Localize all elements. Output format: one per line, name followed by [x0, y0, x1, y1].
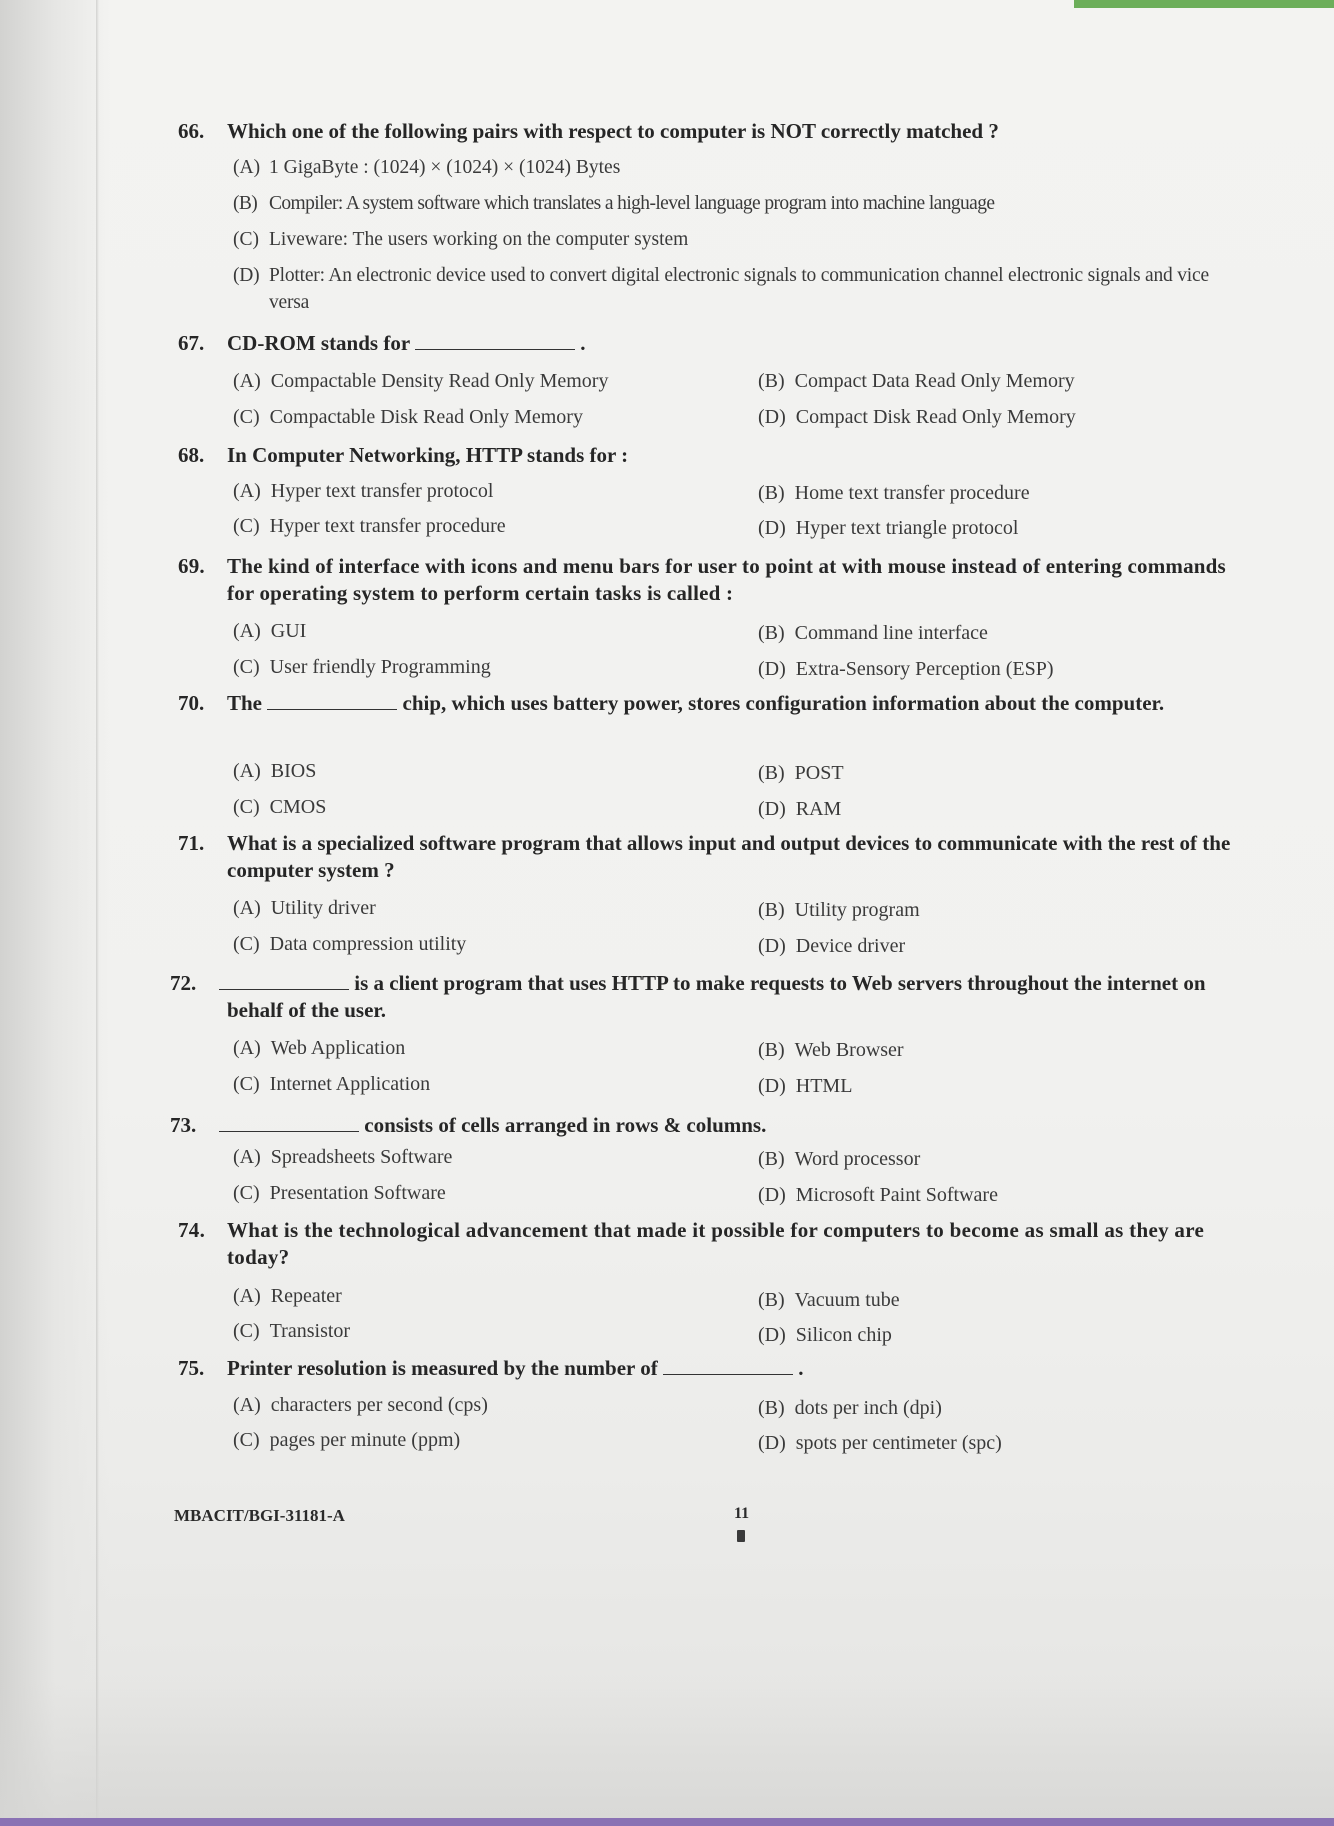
option-text: Data compression utility: [269, 933, 467, 955]
option-text: Presentation Software: [269, 1182, 446, 1204]
question-number: 70.: [178, 691, 205, 715]
option-label: (A): [233, 620, 261, 642]
option-text: Hyper text transfer protocol: [270, 480, 494, 502]
option-text: Microsoft Paint Software: [795, 1184, 998, 1206]
page-number: 11: [734, 1505, 750, 1522]
option-text: Word processor: [794, 1148, 921, 1170]
question-75: [178, 1355, 1238, 1454]
option-text: 1 GigaByte : (1024) × (1024) × (1024) Bytes: [269, 157, 621, 178]
option-label: (D): [758, 517, 786, 539]
option-text: HTML: [795, 1075, 853, 1097]
option-text: Command line interface: [794, 622, 988, 644]
option-label: (A): [233, 480, 261, 502]
option-label: (C): [233, 1320, 260, 1342]
option-label: (D): [758, 406, 786, 428]
question-stem: [178, 830, 1238, 884]
question-number: 66.: [178, 119, 205, 143]
question-stem: [170, 1112, 1238, 1139]
question-70: [178, 690, 1238, 820]
option-d: [758, 1322, 892, 1348]
option-label: (C): [233, 406, 260, 428]
option-text: Compactable Density Read Only Memory: [270, 370, 609, 392]
option-text: User friendly Programming: [269, 656, 491, 678]
option-d: [758, 1182, 998, 1208]
option-label: (D): [758, 658, 786, 680]
question-71: [178, 830, 1238, 957]
option-text: POST: [794, 762, 844, 784]
question-text: Which one of the following pairs with respect to computer is NOT correctly matched ?: [227, 119, 999, 143]
option-label: (A): [233, 157, 261, 178]
answer-blank: [219, 971, 349, 990]
question-stem: [170, 970, 1238, 1024]
option-label: (C): [233, 656, 260, 678]
question-text-end: .: [580, 331, 586, 355]
option-label: (A): [233, 1394, 261, 1416]
question-number: 72.: [170, 971, 197, 995]
answer-blank: [267, 691, 397, 710]
option-label: (C): [233, 1073, 260, 1095]
option-a: [233, 1392, 488, 1418]
option-label: (D): [758, 1184, 786, 1206]
bottom-shading: [0, 1680, 1334, 1820]
option-b: [758, 368, 1075, 394]
option-a: [233, 368, 608, 394]
option-label: (B): [758, 1039, 785, 1061]
option-a: [233, 895, 376, 921]
option-label: (D): [758, 1075, 786, 1097]
option-label: (A): [233, 760, 261, 782]
option-text: spots per centimeter (spc): [795, 1432, 1002, 1454]
option-label: (D): [758, 1324, 786, 1346]
option-text: GUI: [270, 620, 307, 642]
option-text: Web Application: [270, 1037, 406, 1059]
question-72: [170, 970, 1238, 1097]
question-number: 68.: [178, 443, 205, 467]
option-b: [758, 480, 1030, 506]
option-label: (A): [233, 1037, 261, 1059]
option-text: RAM: [795, 798, 842, 820]
option-label: (A): [233, 1146, 261, 1168]
question-text: In Computer Networking, HTTP stands for :: [227, 443, 629, 467]
option-text: Utility program: [794, 899, 920, 921]
option-a: [233, 758, 316, 784]
option-text: characters per second (cps): [270, 1394, 488, 1416]
question-69: [178, 553, 1238, 680]
option-text: Repeater: [270, 1285, 342, 1307]
option-label: (C): [233, 1182, 260, 1204]
option-text: Compiler: A system software which translates a high-level language program into machine language: [269, 193, 995, 214]
question-text: What is the technological advancement that made it possible for computers to become as small as they are today?: [227, 1218, 1205, 1269]
option-text: Home text transfer procedure: [794, 482, 1030, 504]
option-label: (A): [233, 370, 261, 392]
question-text: The kind of interface with icons and menu bars for user to point at with mouse instead of entering commands for operating system to perform certain tasks is called :: [227, 554, 1226, 605]
page-mark: [737, 1530, 745, 1542]
option-d: [233, 262, 1238, 316]
question-74: [178, 1217, 1238, 1346]
question-stem: [178, 1217, 1238, 1271]
option-text: Vacuum tube: [794, 1289, 900, 1311]
option-d: [758, 933, 905, 959]
option-a: [233, 618, 306, 644]
option-text: Device driver: [795, 935, 906, 957]
question-stem: [178, 330, 1238, 357]
question-text-end: chip, which uses battery power, stores configuration information about the computer.: [402, 691, 1165, 715]
option-a: [233, 1144, 452, 1170]
option-d: [758, 796, 841, 822]
option-text: Compact Disk Read Only Memory: [795, 406, 1076, 428]
option-text: Silicon chip: [795, 1324, 892, 1346]
answer-blank: [219, 1113, 359, 1132]
option-b: [758, 1146, 920, 1172]
option-c: [233, 1318, 350, 1344]
question-number: 73.: [170, 1113, 197, 1137]
option-c: [233, 226, 1238, 253]
option-b: [233, 190, 1238, 217]
option-b: [758, 620, 988, 646]
question-text: Printer resolution is measured by the number of: [227, 1356, 658, 1380]
question-text: CD-ROM stands for: [227, 331, 410, 355]
option-label: (C): [233, 515, 260, 537]
question-stem: [178, 118, 1238, 145]
option-text: Plotter: An electronic device used to convert digital electronic signals to communication channel electronic signals and vice versa: [269, 265, 1209, 313]
option-c: [233, 1427, 460, 1453]
option-text: Spreadsheets Software: [270, 1146, 453, 1168]
option-a: [233, 1035, 405, 1061]
question-text-end: .: [798, 1356, 804, 1380]
question-stem: [178, 1355, 1238, 1382]
option-b: [758, 1395, 942, 1421]
option-label: (D): [233, 265, 260, 286]
question-number: 69.: [178, 554, 205, 578]
question-number: 75.: [178, 1356, 205, 1380]
question-67: [178, 330, 1238, 428]
question-text: is a client program that uses HTTP to make requests to Web servers throughout the internet on behalf of the user.: [227, 971, 1206, 1022]
option-c: [233, 1071, 430, 1097]
option-text: dots per inch (dpi): [794, 1397, 942, 1419]
option-text: Hyper text triangle protocol: [795, 517, 1019, 539]
option-a: [233, 1283, 342, 1309]
option-label: (A): [233, 897, 261, 919]
option-label: (C): [233, 796, 260, 818]
option-text: CMOS: [269, 796, 327, 818]
question-68: [178, 442, 1238, 539]
option-label: (D): [758, 935, 786, 957]
option-label: (B): [758, 370, 785, 392]
option-label: (B): [758, 482, 785, 504]
option-d: [758, 1430, 1002, 1456]
option-c: [233, 931, 466, 957]
option-d: [758, 515, 1018, 541]
question-text: The: [227, 691, 263, 715]
option-d: [758, 656, 1054, 682]
page-binding-shadow: [0, 0, 110, 1826]
question-text: consists of cells arranged in rows & columns.: [364, 1113, 767, 1137]
question-stem: [178, 442, 1238, 469]
question-number: 67.: [178, 331, 205, 355]
option-label: (B): [758, 1289, 785, 1311]
question-73: [170, 1112, 1238, 1206]
option-label: (D): [758, 1432, 786, 1454]
option-d: [758, 404, 1076, 430]
option-text: Liveware: The users working on the computer system: [269, 229, 689, 250]
paper-code: MBACIT/BGI-31181-A: [174, 1506, 345, 1525]
question-number: 71.: [178, 831, 205, 855]
top-color-strip: [1074, 0, 1334, 8]
option-c: [233, 513, 506, 539]
option-label: (A): [233, 1285, 261, 1307]
option-label: (B): [233, 193, 258, 214]
question-stem: [178, 690, 1238, 717]
option-text: Compactable Disk Read Only Memory: [269, 406, 583, 428]
option-c: [233, 654, 491, 680]
option-text: Transistor: [269, 1320, 351, 1342]
option-c: [233, 1180, 446, 1206]
option-b: [758, 1037, 904, 1063]
option-text: Internet Application: [269, 1073, 431, 1095]
option-text: BIOS: [270, 760, 317, 782]
option-b: [758, 1287, 900, 1313]
question-number: 74.: [178, 1218, 206, 1242]
option-label: (D): [758, 798, 786, 820]
question-stem: [178, 553, 1238, 607]
option-c: [233, 404, 583, 430]
bottom-color-edge: [0, 1818, 1334, 1826]
option-b: [758, 760, 844, 786]
option-text: Utility driver: [270, 897, 376, 919]
question-66: [178, 118, 1238, 313]
option-label: (B): [758, 762, 785, 784]
page-fold-line: [96, 0, 99, 1826]
option-label: (B): [758, 1397, 785, 1419]
option-d: [758, 1073, 852, 1099]
option-b: [758, 897, 920, 923]
question-text: What is a specialized software program that allows input and output devices to communicate with the rest of the computer system ?: [227, 831, 1231, 882]
option-a: [233, 154, 1238, 181]
option-label: (C): [233, 229, 259, 250]
option-text: Hyper text transfer procedure: [269, 515, 506, 537]
option-label: (B): [758, 622, 785, 644]
option-label: (C): [233, 933, 260, 955]
option-text: pages per minute (ppm): [269, 1429, 461, 1451]
option-a: [233, 478, 493, 504]
option-text: Extra-Sensory Perception (ESP): [795, 658, 1054, 680]
answer-blank: [415, 331, 575, 350]
option-text: Web Browser: [794, 1039, 904, 1061]
option-c: [233, 794, 326, 820]
option-label: (C): [233, 1429, 260, 1451]
option-label: (B): [758, 1148, 785, 1170]
answer-blank: [663, 1356, 793, 1375]
option-label: (B): [758, 899, 785, 921]
option-text: Compact Data Read Only Memory: [794, 370, 1075, 392]
